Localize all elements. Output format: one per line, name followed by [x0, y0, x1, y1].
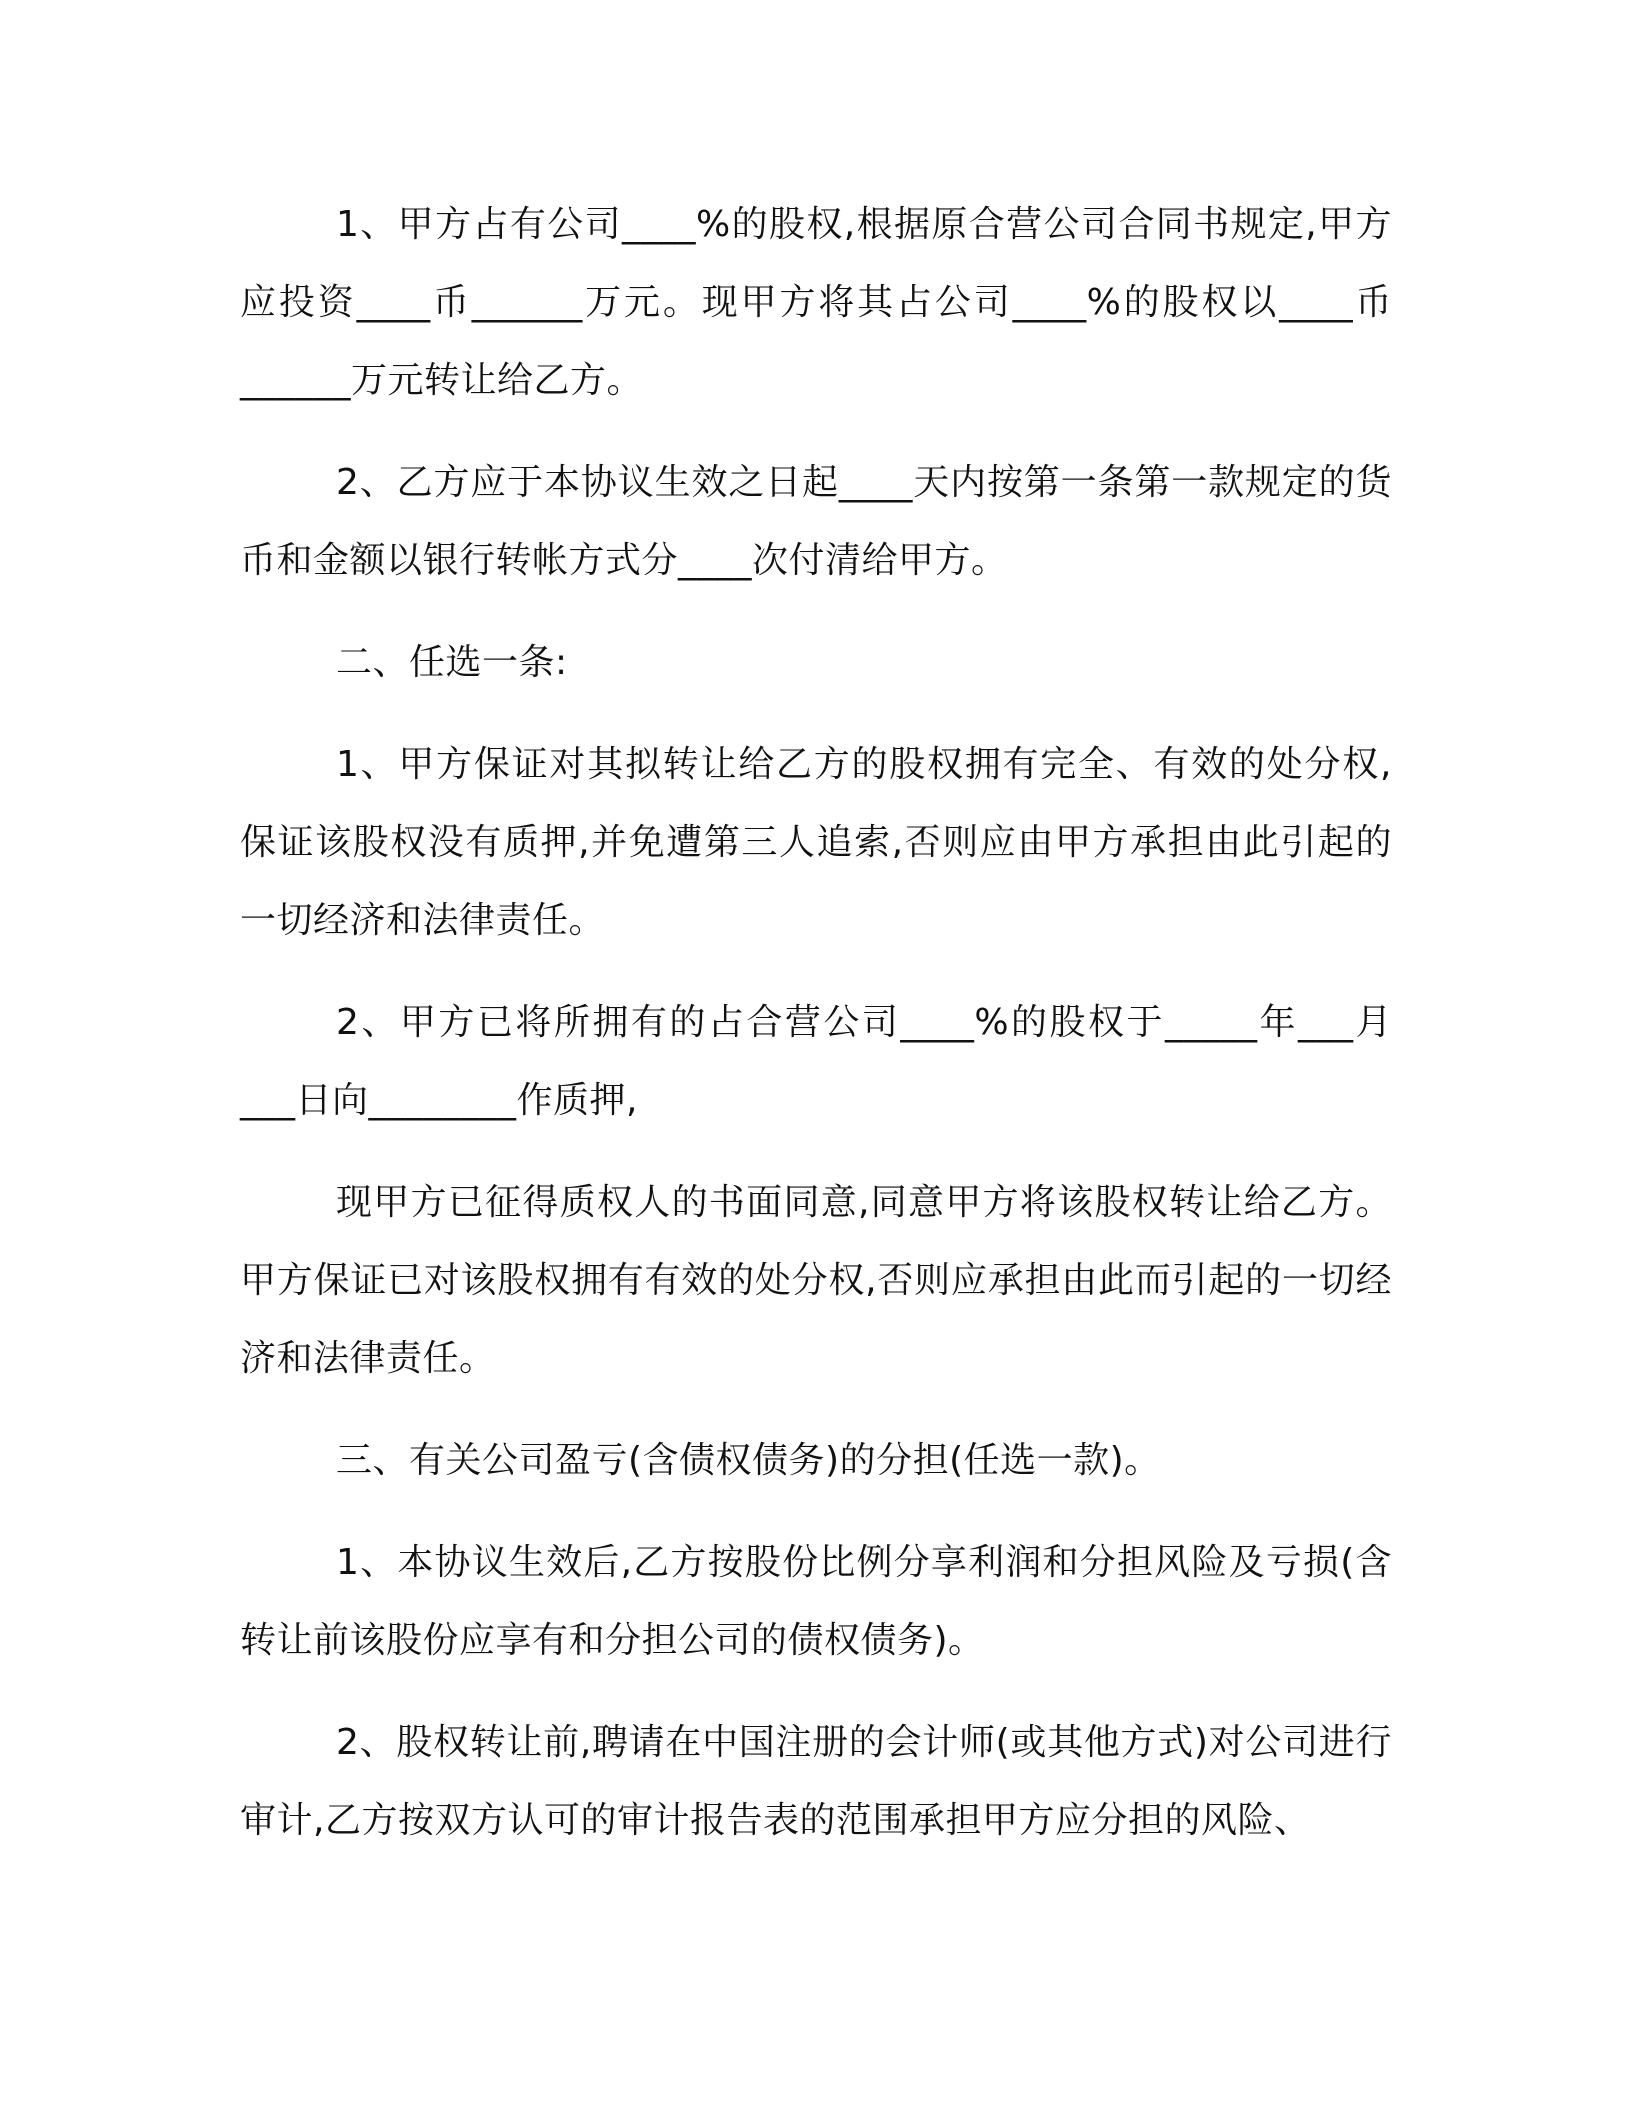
clause-2-paragraph: 2、乙方应于本协议生效之日起____天内按第一条第一款规定的货币和金额以银行转帐方式分____次付清给甲方。: [240, 462, 1392, 581]
document-body: [240, 186, 1392, 1884]
section-3-heading: 三、有关公司盈亏(含债权债务)的分担(任选一款)。: [336, 1440, 1161, 1481]
clause-1-paragraph: 1、甲方占有公司____%的股权,根据原合营公司合同书规定,甲方应投资____币______万元。现甲方将其占公司____%的股权以____币______万元转让给乙方。: [240, 204, 1392, 401]
section-2-clause-1-paragraph: 1、甲方保证对其拟转让给乙方的股权拥有完全、有效的处分权,保证该股权没有质押,并免遭第三人追索,否则应由甲方承担由此引起的一切经济和法律责任。: [240, 744, 1392, 941]
section-3-clause-2-paragraph: 2、股权转让前,聘请在中国注册的会计师(或其他方式)对公司进行审计,乙方按双方认可的审计报告表的范围承担甲方应分担的风险、: [240, 1722, 1392, 1841]
section-2-heading: 二、任选一条:: [336, 642, 568, 683]
section-3-clause-1-paragraph: 1、本协议生效后,乙方按股份比例分享利润和分担风险及亏损(含转让前该股份应享有和分担公司的债权债务)。: [240, 1542, 1392, 1661]
pledge-consent-paragraph: 现甲方已征得质权人的书面同意,同意甲方将该股权转让给乙方。甲方保证已对该股权拥有有效的处分权,否则应承担由此而引起的一切经济和法律责任。: [240, 1182, 1392, 1379]
section-2-clause-2-paragraph: 2、甲方已将所拥有的占合营公司____%的股权于_____年___月___日向________作质押,: [240, 1002, 1392, 1121]
